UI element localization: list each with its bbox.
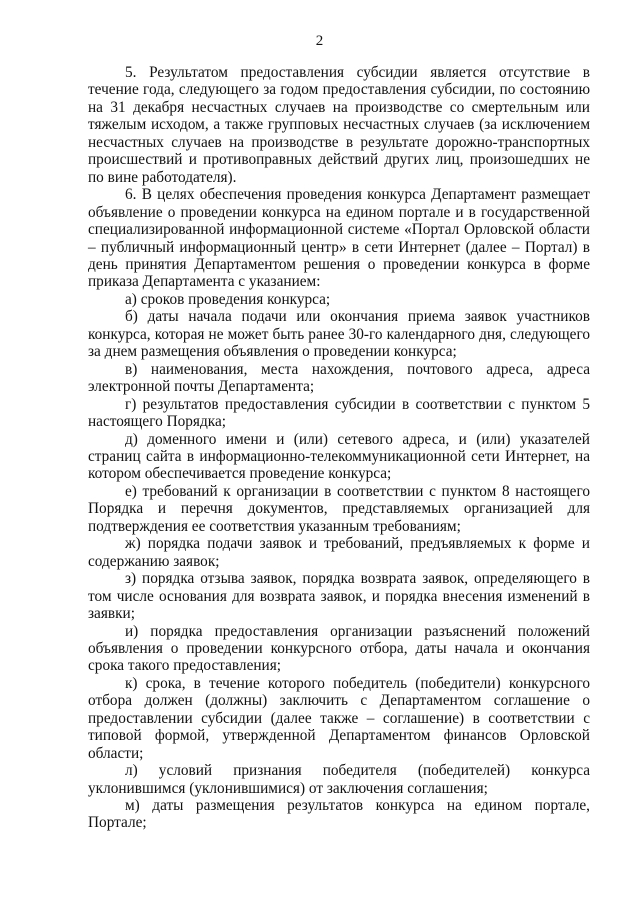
- list-item-d: д) доменного имени и (или) сетевого адреса, и (или) указателей страниц сайта в информационно-телекоммуникационной сети Интернет, на котором обеспечивается проведение конкурса;: [88, 430, 590, 483]
- list-item-l: л) условий признания победителя (победителей) конкурса уклонившимся (уклонившимися) от заключения соглашения;: [88, 762, 590, 797]
- list-item-b: б) даты начала подачи или окончания приема заявок участников конкурса, которая не может быть ранее 30-го календарного дня, следующего за днем размещения объявления о проведении конкурса;: [88, 308, 590, 361]
- document-body: [88, 64, 590, 832]
- list-item-i: и) порядка предоставления организации разъяснений положений объявления о проведении конкурсного отбора, даты начала и окончания срока такого предоставления;: [88, 622, 590, 675]
- list-item-g: г) результатов предоставления субсидии в соответствии с пунктом 5 настоящего Порядка;: [88, 395, 590, 431]
- list-item-a: а) сроков проведения конкурса;: [125, 290, 331, 308]
- list-item-v: в) наименования, места нахождения, почтового адреса, адреса электронной почты Департамента;: [88, 360, 590, 396]
- paragraph-result: 5. Результатом предоставления субсидии является отсутствие в течение года, следующего за годом предоставления субсидии, по состоянию на 31 декабря несчастных случаев на производстве со смертельным или тяжелым исходом, а также групповых несчастных случаев (за исключением несчастных случаев на производстве в результате дорожно-транспортных происшествий и противоправных действий других лиц, произошедших не по вине работодателя).: [88, 64, 590, 186]
- list-item-zh: ж) порядка подачи заявок и требований, предъявляемых к форме и содержанию заявок;: [88, 535, 590, 570]
- list-item-z: з) порядка отзыва заявок, порядка возврата заявок, определяющего в том числе основания для возврата заявок, и порядка внесения изменений в заявки;: [88, 570, 590, 623]
- list-item-m: м) даты размещения результатов конкурса на едином портале, Портале;: [88, 797, 590, 832]
- page-number: 2: [315, 33, 324, 49]
- list-item-k: к) срока, в течение которого победитель (победители) конкурсного отбора должен (должны) заключить с Департаментом соглашение о предоставлении субсидии (далее также – соглашение) в соответствии с типовой формой, утвержденной Департаментом финансов Орловской области;: [88, 674, 590, 762]
- list-item-e: е) требований к организации в соответствии с пунктом 8 настоящего Порядка и перечня документов, представляемых организацией для подтверждения ее соответствия указанным требованиям;: [88, 482, 590, 535]
- paragraph-announcement: 6. В целях обеспечения проведения конкурса Департамент размещает объявление о проведении конкурса на едином портале и в государственной специализированной информационной системе «Портал Орловской области – публичный информационный центр» в сети Интернет (далее – Портал) в день принятия Департаментом решения о проведении конкурса в форме приказа Департамента с указанием:: [88, 186, 590, 291]
